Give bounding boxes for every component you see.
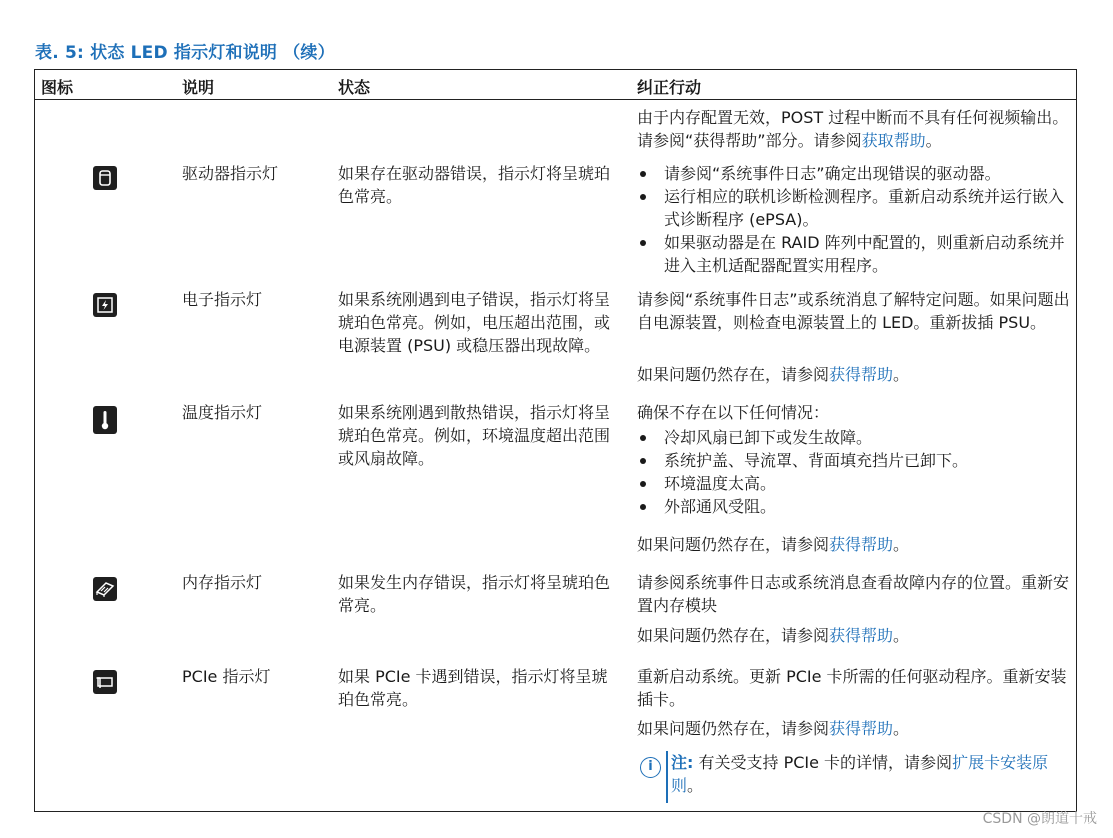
header-desc: 说明 (182, 78, 215, 97)
list-item: 冷却风扇已卸下或发生故障。 (637, 426, 1075, 449)
help-link[interactable]: 获得帮助 (829, 626, 894, 645)
electrical-led-name: 电子指示灯 (182, 290, 263, 309)
help-link[interactable]: 获得帮助 (829, 719, 894, 738)
memory-led-followup: 如果问题仍然存在，请参阅获得帮助。 (637, 626, 910, 645)
pcie-icon (93, 670, 117, 694)
temperature-led-checklist (637, 426, 1075, 518)
list-item: 如果驱动器是在 RAID 阵列中配置的，则重新启动系统并进入主机适配器配置实用程序。 (637, 231, 1075, 277)
electrical-led-followup: 如果问题仍然存在，请参阅获得帮助。 (637, 365, 910, 384)
memory-icon (93, 577, 117, 601)
help-link[interactable]: 获取帮助 (861, 131, 926, 150)
temperature-led-state: 如果系统刚遇到散热错误，指示灯将呈琥珀色常亮。例如，环境温度超出范围或风扇故障。 (338, 403, 611, 468)
note-divider (666, 751, 668, 803)
list-item: 请参阅“系统事件日志”确定出现错误的驱动器。 (637, 162, 1075, 185)
info-icon: i (640, 757, 661, 778)
pcie-led-state: 如果 PCIe 卡遇到错误，指示灯将呈琥珀色常亮。 (338, 667, 608, 709)
pcie-led-followup: 如果问题仍然存在，请参阅获得帮助。 (637, 719, 910, 738)
drive-icon (93, 166, 117, 190)
drive-led-actions (637, 162, 1075, 277)
temperature-led-name: 温度指示灯 (182, 403, 263, 422)
temperature-led-followup: 如果问题仍然存在，请参阅获得帮助。 (637, 535, 910, 554)
help-link[interactable]: 获得帮助 (829, 365, 894, 384)
header-icon: 图标 (41, 78, 74, 97)
list-item: 外部通风受阻。 (637, 495, 1075, 518)
note-text: 注: 有关受支持 PCIe 卡的详情，请参阅扩展卡安装原则。 (671, 753, 1049, 795)
memory-led-name: 内存指示灯 (182, 573, 263, 592)
led-status-table (34, 69, 1077, 812)
list-item: 系统护盖、导流罩、背面填充挡片已卸下。 (637, 449, 1075, 472)
drive-led-state: 如果存在驱动器错误，指示灯将呈琥珀色常亮。 (338, 164, 611, 206)
watermark: CSDN @朗道十戒 (982, 811, 1097, 827)
temperature-icon (93, 406, 117, 434)
table-header (35, 70, 1076, 100)
help-link[interactable]: 获得帮助 (829, 535, 894, 554)
electrical-led-action: 请参阅“系统事件日志”或系统消息了解特定问题。如果问题出自电源装置，则检查电源装置上的 LED。重新拔插 PSU。 (637, 290, 1070, 332)
list-item: 运行相应的联机诊断检测程序。重新启动系统并运行嵌入式诊断程序 (ePSA)。 (637, 185, 1075, 231)
header-action: 纠正行动 (637, 78, 702, 97)
continued-action: 由于内存配置无效，POST 过程中断而不具有任何视频输出。请参阅“获得帮助”部分。请参阅获取帮助。 (637, 108, 1069, 150)
drive-led-name: 驱动器指示灯 (182, 164, 279, 183)
temperature-led-action: 确保不存在以下任何情况： (637, 403, 830, 422)
memory-led-state: 如果发生内存错误，指示灯将呈琥珀色常亮。 (338, 573, 611, 615)
table-caption: 表. 5: 状态 LED 指示灯和说明 （续） (35, 43, 335, 63)
list-item: 环境温度太高。 (637, 472, 1075, 495)
header-state: 状态 (338, 78, 371, 97)
pcie-led-name: PCIe 指示灯 (182, 667, 271, 686)
expansion-card-guidelines-link[interactable]: 扩展卡安装原则 (671, 753, 1049, 795)
memory-led-action: 请参阅系统事件日志或系统消息查看故障内存的位置。重新安置内存模块 (637, 573, 1070, 615)
electrical-led-state: 如果系统刚遇到电子错误，指示灯将呈琥珀色常亮。例如，电压超出范围，或电源装置 (PSU) 或稳压器出现故障。 (338, 290, 611, 355)
electrical-icon (93, 293, 117, 317)
pcie-led-action: 重新启动系统。更新 PCIe 卡所需的任何驱动程序。重新安装插卡。 (637, 667, 1067, 709)
